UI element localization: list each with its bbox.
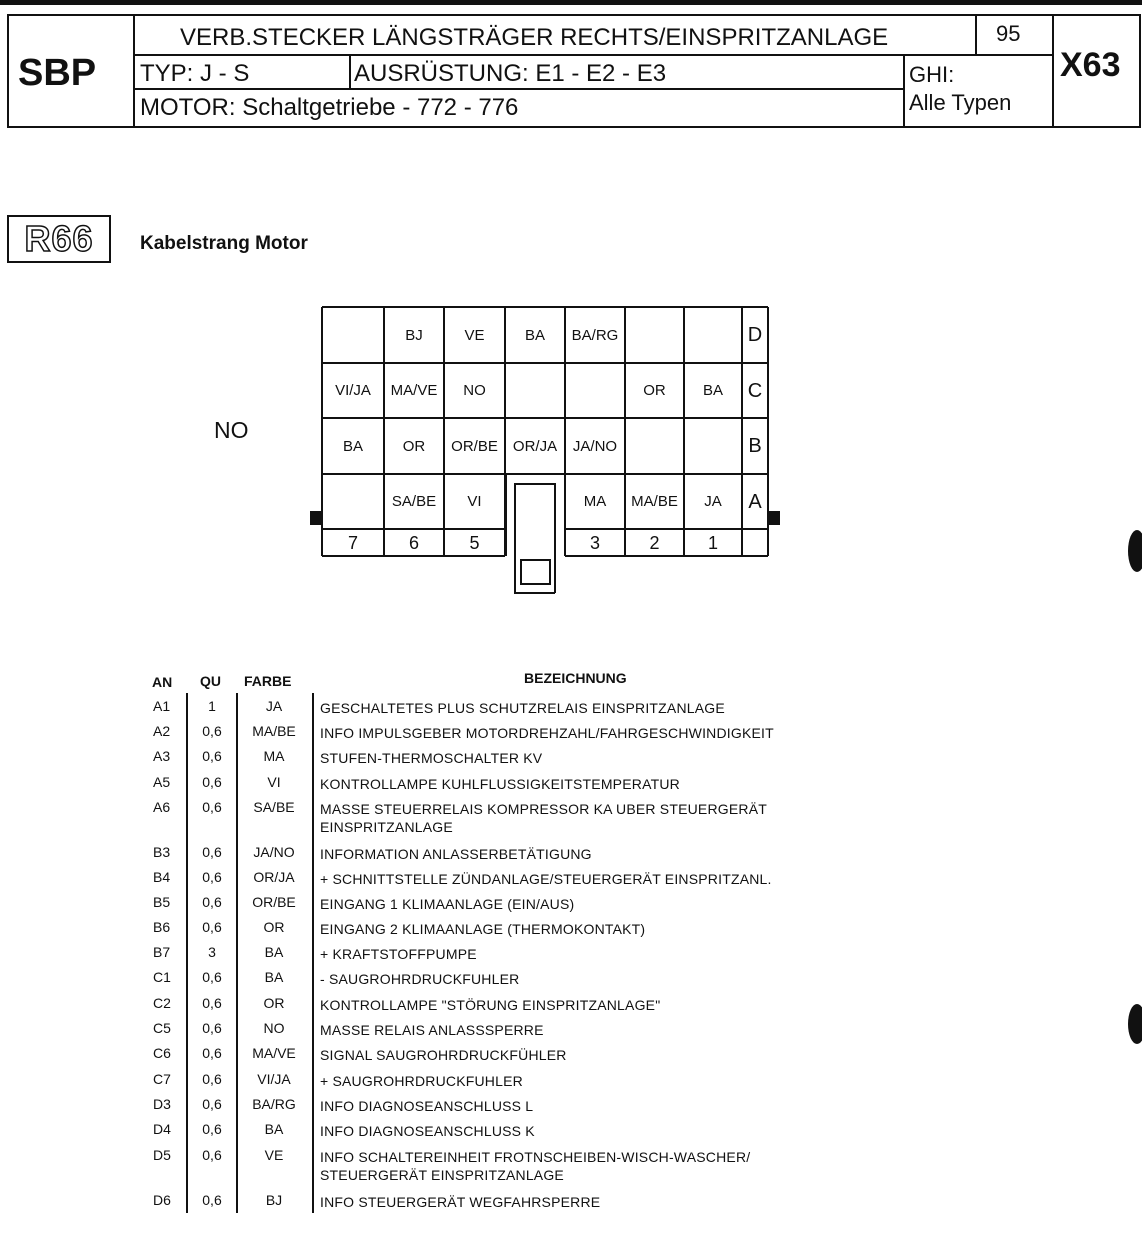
pin-number	[505, 531, 565, 555]
pin-id: A3	[153, 748, 171, 764]
cross-section: 0,6	[202, 1045, 222, 1061]
pin-number: 3	[589, 533, 600, 553]
connector-color: NO	[214, 417, 249, 443]
column-separator	[186, 693, 188, 1213]
sbp-code: SBP	[18, 52, 97, 94]
connector-cell: BA/RG	[571, 326, 619, 344]
connector-cell: OR	[643, 382, 666, 399]
description: EINGANG 2 KLIMAANLAGE (THERMOKONTAKT)	[320, 921, 646, 937]
connector-cell	[322, 307, 384, 363]
description: + KRAFTSTOFFPUMPE	[320, 946, 477, 962]
pin-number: 7	[347, 533, 358, 553]
ghi-value: Alle Typen	[909, 90, 1012, 115]
cross-section: 0,6	[202, 1192, 222, 1208]
cross-section: 1	[208, 698, 216, 714]
header-divider	[133, 54, 1053, 56]
connector-cell: JA/NO	[572, 437, 618, 455]
column-separator	[312, 693, 314, 1213]
pin-number: 5	[469, 533, 480, 553]
pin-id: B6	[153, 919, 171, 935]
motor-field: MOTOR: Schaltgetriebe - 772 - 776	[140, 94, 519, 121]
header-divider	[1052, 16, 1054, 126]
description: STUFEN-THERMOSCHALTER KV	[320, 750, 543, 766]
header-divider	[349, 54, 351, 90]
wire-color: BA/RG	[252, 1096, 296, 1112]
wire-color: OR/JA	[253, 869, 295, 885]
section-label: Kabelstrang Motor	[140, 233, 308, 254]
punch-hole	[1128, 1004, 1142, 1044]
section-code-box	[7, 215, 111, 263]
description: INFO SCHALTEREINHEIT FROTNSCHEIBEN-WISCH-WASCHER/ STEUERGERÄT EINSPRITZANLAGE	[320, 1149, 751, 1183]
connector-code: X63	[1060, 46, 1121, 84]
wire-color: VI	[267, 774, 281, 790]
description: - SAUGROHRDRUCKFUHLER	[320, 971, 520, 987]
punch-hole	[1128, 530, 1142, 572]
pin-number: 6	[408, 533, 419, 553]
pin-id: C6	[153, 1045, 171, 1061]
wire-color: SA/BE	[253, 799, 295, 815]
typ-field: TYP: J - S	[140, 60, 250, 87]
connector-cell: OR	[402, 437, 426, 455]
connector-cell: BJ	[405, 326, 423, 344]
connector-cell: VI/JA	[335, 382, 371, 399]
row-label: B	[748, 435, 762, 457]
latch-left	[310, 511, 322, 525]
grid-line	[514, 592, 555, 594]
grid-line	[520, 559, 522, 585]
wire-color: BA	[264, 1121, 284, 1137]
wire-color: MA/BE	[252, 723, 296, 739]
col-header-bezeichnung: BEZEICHNUNG	[524, 670, 627, 686]
description: + SCHNITTSTELLE ZÜNDANLAGE/STEUERGERÄT EINSPRITZANL.	[320, 871, 772, 887]
connector-cell	[625, 418, 684, 474]
cross-section: 0,6	[202, 995, 222, 1011]
description: + SAUGROHRDRUCKFUHLER	[320, 1073, 523, 1089]
col-header-an: AN	[152, 674, 173, 690]
connector-cell	[684, 418, 742, 474]
connector-cell	[565, 363, 625, 418]
cross-section: 0,6	[202, 799, 222, 815]
grid-line	[520, 583, 550, 585]
description: KONTROLLAMPE KUHLFLUSSIGKEITSTEMPERATUR	[320, 776, 680, 792]
connector-cell: JA	[704, 493, 722, 510]
latch-right	[768, 511, 780, 525]
description: INFO STEUERGERÄT WEGFAHRSPERRE	[320, 1194, 601, 1210]
row-label: D	[747, 324, 763, 346]
row-label: A	[748, 490, 762, 513]
grid-line	[549, 559, 551, 585]
pin-number: 2	[649, 533, 660, 553]
col-header-qu: QU	[200, 673, 221, 689]
wire-color: JA/NO	[253, 844, 295, 860]
wire-color: VE	[264, 1147, 284, 1163]
wire-color: BA	[264, 944, 284, 960]
pin-id: D4	[153, 1121, 171, 1137]
description: EINGANG 1 KLIMAANLAGE (EIN/AUS)	[320, 896, 575, 912]
description: MASSE RELAIS ANLASSSPERRE	[320, 1022, 544, 1038]
connector-cell: OR/BE	[451, 437, 498, 455]
cross-section: 0,6	[202, 1071, 222, 1087]
grid-line	[565, 555, 768, 557]
column-separator	[236, 693, 238, 1213]
header-divider	[133, 16, 135, 126]
connector-cell: SA/BE	[391, 493, 437, 510]
page-title: VERB.STECKER LÄNGSTRÄGER RECHTS/EINSPRITZANLAGE	[180, 24, 889, 51]
pin-id: B4	[153, 869, 171, 885]
connector-cell	[322, 474, 384, 529]
grid-line	[322, 555, 505, 557]
cross-section: 0,6	[202, 894, 222, 910]
description: KONTROLLAMPE "STÖRUNG EINSPRITZANLAGE"	[320, 997, 661, 1013]
pin-id: B3	[153, 844, 171, 860]
header-divider	[903, 54, 905, 126]
wire-color: JA	[265, 698, 283, 714]
connector-cell	[505, 474, 565, 529]
connector-cell	[625, 307, 684, 363]
row-label: C	[747, 379, 763, 402]
cross-section: 0,6	[202, 1147, 222, 1163]
connector-cell: OR/JA	[512, 437, 558, 455]
description: INFORMATION ANLASSERBETÄTIGUNG	[320, 846, 592, 862]
grid-line	[520, 559, 550, 561]
cross-section: 0,6	[202, 748, 222, 764]
connector-cell: NO	[463, 382, 486, 399]
ausruestung-field: AUSRÜSTUNG: E1 - E2 - E3	[354, 60, 667, 87]
header-divider	[133, 88, 905, 90]
wire-color: MA	[263, 748, 285, 764]
col-header-farbe: FARBE	[244, 673, 292, 689]
wire-color: OR	[263, 995, 285, 1011]
section-code: R66	[24, 218, 94, 259]
pin-id: A1	[153, 698, 171, 714]
wire-color: MA/VE	[252, 1045, 296, 1061]
connector-cell: MA/VE	[390, 382, 438, 399]
connector-cell: MA	[583, 493, 607, 510]
cross-section: 0,6	[202, 1096, 222, 1112]
pin-number: 1	[707, 533, 718, 553]
cross-section: 0,6	[202, 844, 222, 860]
pin-id: D3	[153, 1096, 171, 1112]
cross-section: 0,6	[202, 1020, 222, 1036]
description: MASSE STEUERRELAIS KOMPRESSOR KA UBER STEUERGERÄT EINSPRITZANLAGE	[320, 801, 768, 835]
connector-cell: BA	[524, 326, 545, 344]
wire-color: OR/BE	[252, 894, 296, 910]
wire-color: OR	[263, 919, 285, 935]
pin-id: A2	[153, 723, 171, 739]
cross-section: 0,6	[202, 774, 222, 790]
description: INFO DIAGNOSEANSCHLUSS L	[320, 1098, 534, 1114]
pin-id: B5	[153, 894, 171, 910]
cross-section: 3	[208, 944, 216, 960]
description: INFO IMPULSGEBER MOTORDREHZAHL/FAHRGESCHWINDIGKEIT	[320, 725, 774, 741]
pin-id: B7	[153, 944, 171, 960]
connector-cell: MA/BE	[631, 493, 678, 510]
cross-section: 0,6	[202, 919, 222, 935]
connector-diagram	[322, 307, 768, 557]
pin-id: A5	[153, 774, 171, 790]
wire-color: BA	[264, 969, 284, 985]
pin-id: D6	[153, 1192, 171, 1208]
pin-id: C2	[153, 995, 171, 1011]
cross-section: 0,6	[202, 869, 222, 885]
cross-section: 0,6	[202, 723, 222, 739]
wire-color: BJ	[265, 1192, 283, 1208]
page-number: 95	[996, 21, 1021, 46]
connector-cell: VI	[467, 493, 482, 510]
wire-color: NO	[263, 1020, 285, 1036]
pin-id: D5	[153, 1147, 171, 1163]
wire-color: VI/JA	[257, 1071, 291, 1087]
pin-id: C1	[153, 969, 171, 985]
cross-section: 0,6	[202, 1121, 222, 1137]
top-rule	[0, 0, 1142, 5]
connector-cell	[684, 307, 742, 363]
connector-cell: BA	[702, 382, 723, 399]
connector-cell	[505, 363, 565, 418]
pin-id: A6	[153, 799, 171, 815]
header-divider	[975, 16, 977, 56]
description: SIGNAL SAUGROHRDRUCKFÜHLER	[320, 1047, 567, 1063]
pin-id: C7	[153, 1071, 171, 1087]
description: GESCHALTETES PLUS SCHUTZRELAIS EINSPRITZANLAGE	[320, 700, 725, 716]
connector-cell: BA	[342, 437, 363, 455]
description: INFO DIAGNOSEANSCHLUSS K	[320, 1123, 535, 1139]
connector-cell: VE	[464, 326, 485, 344]
pin-id: C5	[153, 1020, 171, 1036]
ghi-label: GHI:	[909, 62, 955, 87]
cross-section: 0,6	[202, 969, 222, 985]
